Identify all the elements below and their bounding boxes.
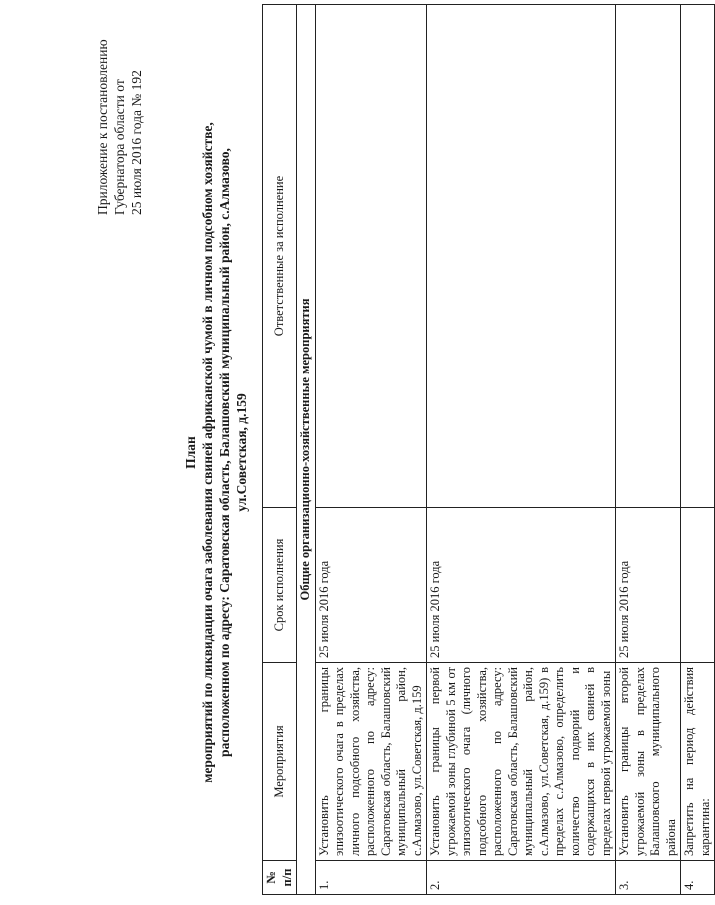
table-header-row [263, 5, 297, 895]
appendix-line: Приложение к постановлению [95, 39, 110, 215]
table-row [616, 5, 681, 895]
row-num: 1. [315, 861, 427, 895]
header-action: Мероприятия [263, 663, 297, 861]
table-row [315, 5, 427, 895]
row-term: 25 июля 2016 года [616, 508, 681, 663]
section-title: Общие организационно-хозяйственные мероприятия [297, 5, 316, 895]
title-line: ул.Советская, д.159 [234, 393, 249, 512]
row-action: Установить границы второй угрожаемой зоны в пределах Балашовского муниципального района [616, 663, 681, 861]
table-row [681, 5, 715, 895]
title-line: План [183, 436, 198, 469]
title-line: мероприятий по ликвидации очага заболевания свиней африканской чумой в личном подсобном хозяйстве, [200, 122, 215, 783]
title-line: расположенном по адресу: Саратовская область, Балашовский муниципальный район, с.Алмазово, [217, 148, 232, 757]
row-action: Установить границы первой угрожаемой зоны глубиной 5 км от эпизоотического очага (личного подсобного хозяйства, расположенного по адресу: Саратовская область, Балашовский муниципальный район, с.Алмазово, ул.Советская, д.159) в пределах с.Алмазово, определить количество подворий и содержащихся в них свиней в пределах первой угрожаемой зоны [427, 663, 616, 861]
row-term: 25 июля 2016 года [427, 508, 616, 663]
row-term [681, 508, 715, 663]
header-responsible: Ответственные за исполнение [263, 5, 297, 508]
row-responsible [315, 5, 427, 508]
header-num: № п/п [263, 861, 297, 895]
table-row [427, 5, 616, 895]
row-num: 2. [427, 861, 616, 895]
appendix-note [94, 39, 145, 215]
header-term: Срок исполнения [263, 508, 297, 663]
appendix-line: 25 июля 2016 года № 192 [129, 70, 144, 215]
row-responsible [681, 5, 715, 508]
row-responsible [616, 5, 681, 508]
plan-table [262, 4, 715, 895]
section-row [297, 5, 316, 895]
row-responsible [427, 5, 616, 508]
row-num: 3. [616, 861, 681, 895]
document-title [182, 0, 250, 905]
row-action: Установить границы эпизоотического очага в пределах личного подсобного хозяйства, расположенного по адресу: Саратовская область, Балашовский муниципальный район, с.Алмазово, ул.Советская, д.159 [315, 663, 427, 861]
appendix-line: Губернатора области от [112, 79, 127, 215]
row-term: 25 июля 2016 года [315, 508, 427, 663]
row-num: 4. [681, 861, 715, 895]
row-action: Запретить на период действия карантина: [681, 663, 715, 861]
